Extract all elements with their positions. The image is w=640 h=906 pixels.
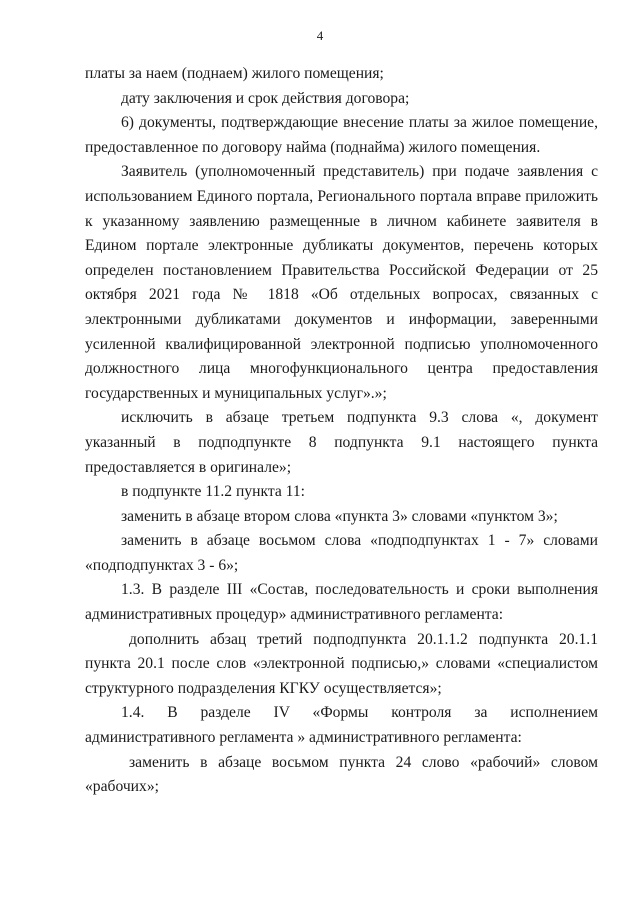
document-body [85,62,598,800]
paragraph-2: дату заключения и срок действия договора; [121,89,410,107]
paragraph-10: дополнить абзац третий подподпункта 20.1.1.2 подпункта 20.1.1 пункта 20.1 после слов «электронной подписью,» словами «специалистом структурного подразделения КГКУ осуществляется»; [85,630,598,697]
paragraph-7: заменить в абзаце втором слова «пункта 3» словами «пунктом 3»; [121,507,558,525]
paragraph-9: 1.3. В разделе III «Состав, последовательность и сроки выполнения административных процедур» административного регламента: [85,581,598,624]
page-number: 4 [316,28,324,43]
paragraph-5: исключить в абзаце третьем подпункта 9.3 слова «, документ указанный в подподпункте 8 подпункта 9.1 настоящего пункта предоставляется в оригинале»; [85,409,598,476]
paragraph-4: Заявитель (уполномоченный представитель) при подаче заявления с использованием Единого портала, Регионального портала вправе приложить к указанному заявлению размещенные в личном кабинете заявителя в Едином портале электронные дубликаты документов, перечень которых определен постановлением Правительства Российской Федерации от 25 октября 2021 года № 1818 «Об отдельных вопросах, связанных с электронными дубликатами документов и информации, заверенными усиленной квалифицированной электронной подписью уполномоченного должностного лица многофункционального центра предоставления государственных и муниципальных услуг».»; [85,163,598,402]
paragraph-12: заменить в абзаце восьмом пункта 24 слово «рабочий» словом «рабочих»; [85,753,598,796]
paragraph-8: заменить в абзаце восьмом слова «подподпунктах 1 - 7» словами «подподпунктах 3 - 6»; [85,532,598,574]
paragraph-3: 6) документы, подтверждающие внесение платы за жилое помещение, предоставленное по договору найма (поднайма) жилого помещения. [85,114,598,156]
paragraph-1: платы за наем (поднаем) жилого помещения; [85,65,384,82]
paragraph-11: 1.4. В разделе IV «Формы контроля за исполнением административного регламента » административного регламента: [85,704,598,747]
paragraph-6: в подпункте 11.2 пункта 11: [121,483,306,501]
